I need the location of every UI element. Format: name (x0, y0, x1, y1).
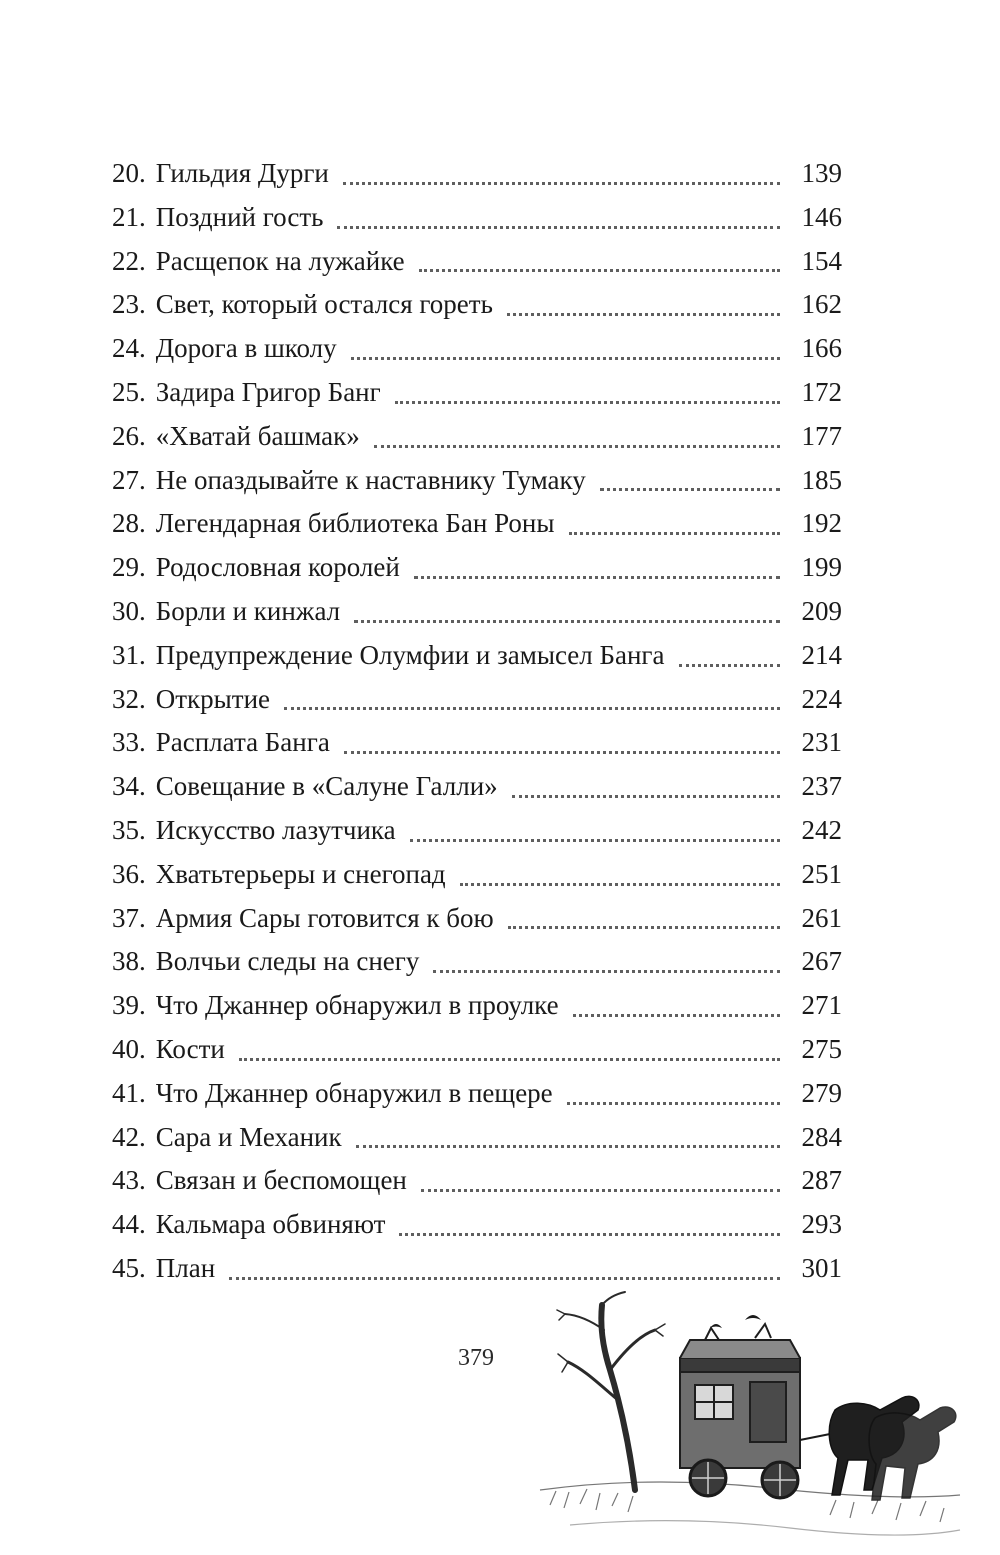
dot-leader (567, 1101, 780, 1105)
dot-leader (419, 268, 780, 272)
dot-leader (410, 838, 780, 842)
chapter-number: 40. (112, 1033, 146, 1064)
chapter-number: 33. (112, 727, 146, 758)
chapter-page: 242 (801, 814, 842, 845)
toc-entry (112, 196, 842, 240)
chapter-number: 21. (112, 201, 146, 232)
toc-entry (112, 853, 842, 897)
dot-leader (679, 663, 781, 667)
chapter-number: 34. (112, 771, 146, 802)
chapter-title: Совещание в «Салуне Галли» (155, 771, 498, 802)
chapter-title: План (155, 1252, 216, 1283)
chapter-page: 139 (801, 158, 842, 188)
chapter-title: Сара и Механик (155, 1121, 342, 1152)
toc-entry (112, 1028, 842, 1072)
dot-leader (229, 1276, 780, 1280)
chapter-title: Гильдия Дурги (155, 158, 329, 188)
chapter-title: Хватьтерьеры и снегопад (155, 858, 446, 889)
toc-entry (112, 590, 842, 634)
chapter-title: Открытие (155, 683, 271, 714)
chapter-number: 45. (112, 1252, 146, 1283)
toc-entry (112, 721, 842, 765)
chapter-number: 27. (112, 464, 146, 495)
chapter-number: 24. (112, 333, 146, 364)
chapter-title: Армия Сары готовится к бою (155, 902, 494, 933)
chapter-page: 166 (801, 333, 842, 364)
chapter-page: 261 (801, 902, 842, 933)
toc-entry (112, 546, 842, 590)
dot-leader (421, 1188, 780, 1192)
dot-leader (239, 1057, 780, 1061)
chapter-number: 37. (112, 902, 146, 933)
dot-leader (351, 356, 780, 360)
toc-entry (112, 940, 842, 984)
chapter-page: 275 (801, 1033, 842, 1064)
chapter-page: 224 (801, 683, 842, 714)
chapter-number: 39. (112, 990, 146, 1021)
dot-leader (600, 487, 780, 491)
chapter-page: 251 (801, 858, 842, 889)
chapter-title: Дорога в школу (155, 333, 337, 364)
chapter-page: 279 (801, 1077, 842, 1108)
chapter-page: 231 (801, 727, 842, 758)
chapter-title: Родословная королей (155, 552, 400, 583)
toc-entry (112, 283, 842, 327)
chapter-page: 209 (801, 595, 842, 626)
chapter-title: «Хватай башмак» (155, 420, 360, 451)
chapter-number: 29. (112, 552, 146, 583)
chapter-number: 26. (112, 420, 146, 451)
chapter-number: 23. (112, 289, 146, 320)
chapter-number: 35. (112, 814, 146, 845)
dot-leader (512, 794, 780, 798)
chapter-title: Расплата Банга (155, 727, 330, 758)
chapter-title: Борли и кинжал (155, 595, 341, 626)
dot-leader (374, 444, 780, 448)
chapter-title: Связан и беспомощен (155, 1165, 407, 1196)
dot-leader (399, 1232, 780, 1236)
toc-entry (112, 1072, 842, 1116)
chapter-number: 20. (112, 158, 146, 188)
toc-entry (112, 765, 842, 809)
chapter-title: Волчьи следы на снегу (155, 946, 420, 977)
chapter-number: 41. (112, 1077, 146, 1108)
chapter-page: 287 (801, 1165, 842, 1196)
dot-leader (356, 1144, 780, 1148)
chapter-page: 271 (801, 990, 842, 1021)
chapter-number: 31. (112, 639, 146, 670)
page-number: 379 (458, 1345, 494, 1371)
chapter-title: Искусство лазутчика (155, 814, 396, 845)
toc-entry (112, 984, 842, 1028)
chapter-page: 154 (801, 245, 842, 276)
dot-leader (507, 312, 780, 316)
chapter-page: 301 (801, 1252, 842, 1283)
dot-leader (343, 181, 780, 185)
chapter-number: 25. (112, 376, 146, 407)
dot-leader (460, 882, 780, 886)
chapter-title: Задира Григор Банг (155, 376, 381, 407)
dot-leader (433, 969, 780, 973)
dot-leader (414, 575, 780, 579)
dot-leader (395, 400, 780, 404)
chapter-title: Легендарная библиотека Бан Роны (155, 508, 555, 539)
chapter-title: Поздний гость (155, 201, 324, 232)
chapter-title: Кальмара обвиняют (155, 1209, 386, 1240)
chapter-page: 284 (801, 1121, 842, 1152)
chapter-page: 192 (801, 508, 842, 539)
toc-entry (112, 678, 842, 722)
chapter-page: 146 (801, 201, 842, 232)
chapter-number: 22. (112, 245, 146, 276)
chapter-title: Предупреждение Олумфии и замысел Банга (155, 639, 665, 670)
chapter-page: 267 (801, 946, 842, 977)
dot-leader (573, 1013, 780, 1017)
toc-entry (112, 415, 842, 459)
toc-entry (112, 152, 842, 196)
toc-entry (112, 809, 842, 853)
chapter-number: 44. (112, 1209, 146, 1240)
dot-leader (508, 925, 780, 929)
chapter-page: 237 (801, 771, 842, 802)
toc-entry (112, 1159, 842, 1203)
chapter-title: Свет, который остался гореть (155, 289, 493, 320)
toc-entry (112, 897, 842, 941)
toc-entry (112, 1247, 842, 1291)
chapter-number: 42. (112, 1121, 146, 1152)
toc-entry (112, 327, 842, 371)
chapter-number: 38. (112, 946, 146, 977)
carriage-with-horses-illustration (530, 1290, 970, 1540)
toc-entry (112, 371, 842, 415)
chapter-number: 32. (112, 683, 146, 714)
dot-leader (337, 225, 780, 229)
toc-entry (112, 459, 842, 503)
chapter-title: Что Джаннер обнаружил в пещере (155, 1077, 553, 1108)
chapter-title: Не опаздывайте к наставнику Тумаку (155, 464, 586, 495)
chapter-number: 28. (112, 508, 146, 539)
dot-leader (354, 619, 780, 623)
dot-leader (569, 531, 780, 535)
chapter-page: 172 (801, 376, 842, 407)
toc-entry (112, 502, 842, 546)
chapter-title: Что Джаннер обнаружил в проулке (155, 990, 559, 1021)
toc-entry (112, 1116, 842, 1160)
chapter-page: 162 (801, 289, 842, 320)
chapter-page: 199 (801, 552, 842, 583)
chapter-page: 177 (801, 420, 842, 451)
chapter-number: 36. (112, 858, 146, 889)
toc-entry (112, 634, 842, 678)
chapter-title: Расщепок на лужайке (155, 245, 405, 276)
chapter-title: Кости (155, 1033, 225, 1064)
chapter-page: 214 (801, 639, 842, 670)
chapter-number: 43. (112, 1165, 146, 1196)
table-of-contents (112, 152, 842, 1291)
chapter-number: 30. (112, 595, 146, 626)
toc-entry (112, 240, 842, 284)
chapter-page: 293 (801, 1209, 842, 1240)
chapter-page: 185 (801, 464, 842, 495)
dot-leader (284, 706, 780, 710)
toc-entry (112, 1203, 842, 1247)
dot-leader (344, 750, 780, 754)
